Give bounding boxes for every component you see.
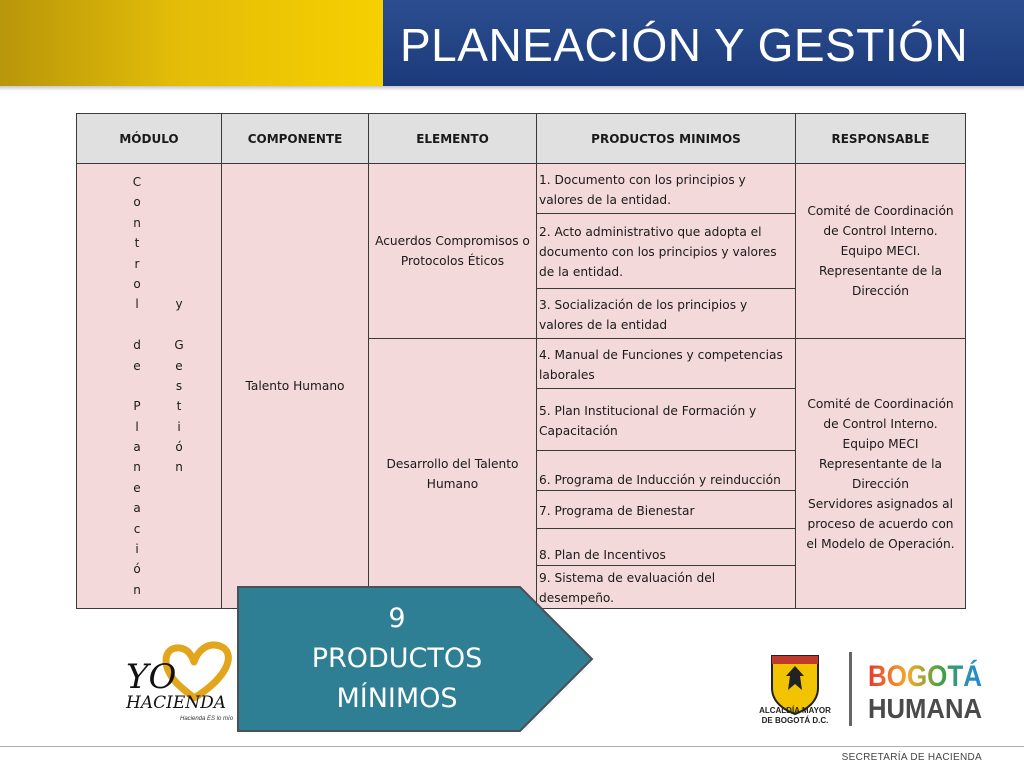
modulo-letter-left: n [133, 582, 141, 597]
modulo-letter-right: n [175, 460, 183, 475]
yo-text: YO [126, 657, 177, 697]
modulo-letter-right: t [176, 399, 182, 414]
responsable-1-line-3: Representante de la Dirección [818, 264, 943, 298]
modulo-letter-left: P [133, 399, 141, 414]
modulo-letter-right: s [175, 378, 183, 393]
producto-5: 5. Plan Institucional de Formación y Capacitación [537, 389, 796, 451]
modulo-letter-left: n [133, 460, 141, 475]
footer-label: SECRETARÍA DE HACIENDA [841, 752, 982, 763]
alcaldia-label [745, 706, 845, 726]
yo-hacienda-logo [120, 636, 250, 726]
header-shadow [0, 86, 1024, 91]
header-responsable: RESPONSABLE [796, 114, 966, 164]
modulo-letter-left: r [134, 256, 140, 271]
responsable-1-line-2: Equipo MECI. [840, 244, 921, 258]
table-row [77, 164, 966, 214]
modulo-letter-left: ó [133, 562, 141, 577]
modulo-letter-left: o [133, 276, 141, 291]
responsable-2-line-4: Servidores asignados al proceso de acuerdo con el Modelo de Operación. [806, 496, 955, 551]
responsable-2-line-2: Equipo MECI [842, 436, 919, 451]
modulo-letter-right: G [174, 338, 184, 353]
modulo-letter-right [167, 172, 191, 192]
responsable-cell-1 [796, 164, 966, 339]
modulo-letter-left [107, 376, 167, 396]
producto-8: 8. Plan de Incentivos [537, 529, 796, 566]
page-title: PLANEACIÓN Y GESTIÓN [400, 19, 969, 71]
modulo-letter-left: a [133, 440, 141, 455]
callout-line-2: MÍNIMOS [336, 683, 458, 714]
producto-3: 3. Socialización de los principios y valores de la entidad [537, 289, 796, 339]
elemento-cell-desarrollo: Desarrollo del Talento Humano [369, 339, 537, 609]
responsable-cell-2 [796, 339, 966, 609]
modulo-letter-left [107, 315, 167, 335]
modulo-letter-right [167, 559, 191, 579]
alcaldia-line-1: ALCALDÍA MAYOR [759, 706, 831, 715]
table-header-row [77, 114, 966, 164]
producto-2: 2. Acto administrativo que adopta el documento con los principios y valores de la entidad. [537, 214, 796, 289]
modulo-letter-right [167, 192, 191, 212]
producto-7: 7. Programa de Bienestar [537, 491, 796, 529]
responsable-1-line-1: Comité de Coordinación de Control Interno. [807, 204, 954, 238]
header-modulo: MÓDULO [77, 114, 222, 164]
modulo-cell [77, 164, 222, 609]
responsable-2-line-3: Representante de la Dirección [818, 456, 943, 491]
bogota-humana-logo [866, 650, 1000, 730]
modulo-letter-right [167, 233, 191, 253]
elemento-cell-acuerdos: Acuerdos Compromisos o Protocolos Éticos [369, 164, 537, 339]
modulo-letter-right: ó [175, 440, 183, 455]
modulo-letter-right [167, 580, 191, 600]
header-componente: COMPONENTE [222, 114, 369, 164]
modulo-letter-right [167, 315, 191, 335]
modulo-letter-right [167, 498, 191, 518]
callout-number: 9 [388, 603, 406, 634]
modulo-vertical-text [77, 164, 221, 600]
modulo-letter-left: l [135, 419, 139, 434]
modulo-letter-right [167, 539, 191, 559]
modulo-letter-right [167, 519, 191, 539]
modulo-letter-left: i [135, 542, 139, 557]
header-gold-band [0, 0, 383, 86]
callout-text [236, 599, 558, 719]
modulo-letter-left: a [133, 501, 141, 516]
producto-9: 9. Sistema de evaluación del desempeño. [537, 566, 796, 609]
producto-6: 6. Programa de Inducción y reinducción [537, 451, 796, 491]
modulo-letter-right [167, 274, 191, 294]
header-elemento: ELEMENTO [369, 114, 537, 164]
producto-1: 1. Documento con los principios y valores de la entidad. [537, 164, 796, 214]
modulo-letter-right: e [175, 358, 183, 373]
header-productos: PRODUCTOS MINIMOS [537, 114, 796, 164]
alcaldia-line-2: DE BOGOTÁ D.C. [761, 716, 829, 725]
modulo-letter-left: C [132, 175, 142, 189]
componente-cell: Talento Humano [222, 164, 369, 609]
modulo-letter-left: l [135, 297, 139, 312]
modulo-letter-right [167, 213, 191, 233]
producto-4: 4. Manual de Funciones y competencias laborales [537, 339, 796, 389]
modulo-letter-right: y [175, 297, 183, 312]
products-table-container [76, 113, 965, 603]
logo-divider [849, 652, 852, 726]
humana-text: HUMANA [868, 693, 982, 724]
modulo-letter-left: e [133, 358, 141, 373]
modulo-letter-left: o [133, 195, 141, 210]
modulo-letter-left: t [134, 236, 140, 251]
hacienda-tagline: Hacienda ES lo mío [180, 716, 234, 722]
modulo-letter-left: e [133, 480, 141, 495]
products-table [76, 113, 966, 609]
modulo-letter-left: d [133, 338, 141, 353]
modulo-letter-left: c [133, 521, 141, 536]
modulo-letter-right [167, 478, 191, 498]
modulo-letter-right [167, 254, 191, 274]
products-count-callout [236, 585, 594, 733]
responsable-2-line-1: Comité de Coordinación de Control Interno. [807, 396, 954, 431]
modulo-letter-left: n [133, 215, 141, 230]
modulo-letter-right: i [177, 419, 181, 434]
callout-line-1: PRODUCTOS [311, 643, 483, 674]
hacienda-text: HACIENDA [126, 693, 227, 713]
footer-divider [0, 746, 1024, 747]
bogota-text: BOGOTÁ [868, 660, 1000, 693]
